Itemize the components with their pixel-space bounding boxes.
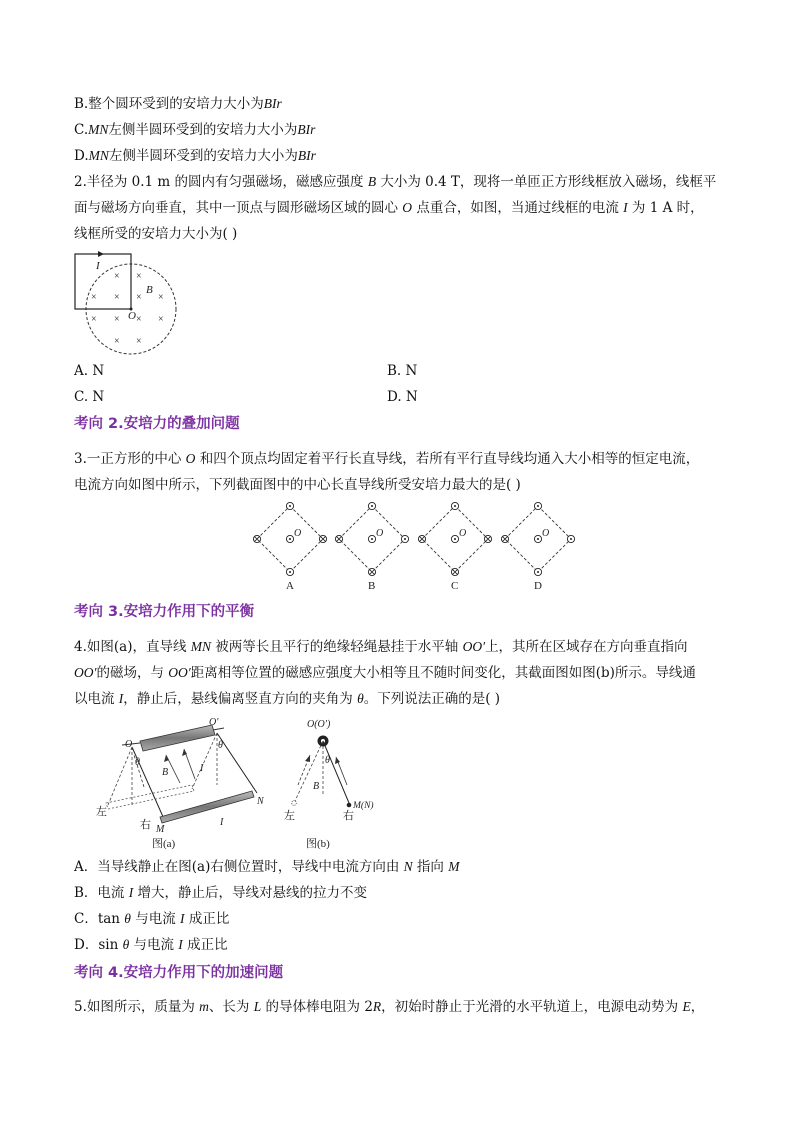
q4-stem-line3: 以电流 I，静止后，悬线偏离竖直方向的夹角为 θ。下列说法正确的是( ) — [74, 691, 501, 707]
svg-text:M(N): M(N) — [353, 801, 374, 811]
q2-option-d[interactable]: D. N — [387, 389, 418, 405]
q4-option-a[interactable]: A．当导线静止在图(a)右侧位置时，导线中电流方向由 N 指向 M — [74, 859, 460, 875]
svg-text:O: O — [294, 528, 302, 539]
label-d: D — [534, 580, 542, 592]
q2-figure — [74, 253, 184, 355]
q4-stem-line1: 4.如图(a)，直导线 MN 被两等长且平行的绝缘轻绳悬挂于水平轴 OO′上，其所在区域存在方向垂直指向 — [74, 639, 688, 655]
svg-text:×: × — [114, 292, 120, 303]
svg-text:×: × — [158, 292, 164, 303]
svg-text:θ: θ — [218, 740, 223, 751]
svg-text:O: O — [542, 528, 550, 539]
svg-text:左: 左 — [284, 810, 295, 822]
svg-text:I: I — [220, 817, 224, 828]
svg-text:θ: θ — [135, 757, 140, 768]
square-loop — [75, 254, 131, 309]
q1-option-c: C.MN左侧半圆环受到的安培力大小为BIr — [74, 122, 316, 138]
label-center: O — [128, 310, 136, 322]
diagram-a — [253, 502, 326, 592]
diagram-c — [418, 502, 491, 592]
svg-text:O′: O′ — [209, 717, 219, 728]
label-field: B — [146, 284, 153, 296]
svg-text:O(O′): O(O′) — [307, 719, 331, 730]
q4-figure-b — [280, 715, 380, 850]
heading-superposition: 考向 2.安培力的叠加问题 — [74, 416, 240, 432]
svg-text:×: × — [158, 314, 164, 325]
svg-text:×: × — [91, 314, 97, 325]
svg-text:×: × — [114, 271, 120, 282]
q2-stem-line1: 2.半径为 0.1 m 的圆内有匀强磁场，磁感应强度 B 大小为 0.4 T，现将一单匝正方形线框放入磁场，线框平 — [74, 174, 717, 190]
svg-text:θ: θ — [325, 755, 330, 766]
svg-text:×: × — [136, 271, 142, 282]
q3-figure — [250, 497, 580, 597]
svg-text:×: × — [136, 292, 142, 303]
q2-stem-line3: 线框所受的安培力大小为( ) — [74, 226, 238, 242]
current-arrow-icon — [98, 251, 104, 257]
q2-stem-line2: 面与磁场方向垂直，其中一顶点与圆形磁场区域的圆心 O 点重合，如图，当通过线框的电流 I 为 1 A 时， — [74, 200, 704, 216]
svg-text:I: I — [200, 763, 204, 774]
svg-text:左: 左 — [96, 806, 107, 818]
svg-text:×: × — [136, 336, 142, 347]
svg-text:×: × — [114, 336, 120, 347]
diagram-d — [501, 502, 574, 592]
label-current: I — [96, 260, 100, 272]
heading-acceleration: 考向 4.安培力作用下的加速问题 — [74, 965, 284, 981]
q3-stem-line2: 电流方向如图中所示，下列截面图中的中心长直导线所受安培力最大的是( ) — [74, 477, 521, 493]
svg-text:O: O — [459, 528, 467, 539]
q2-option-c[interactable]: C. N — [74, 389, 105, 405]
svg-text:B: B — [313, 781, 320, 792]
svg-text:M: M — [156, 824, 165, 835]
svg-text:O: O — [376, 528, 384, 539]
heading-equilibrium: 考向 3.安培力作用下的平衡 — [74, 604, 255, 620]
caption-a: 图(a) — [152, 838, 176, 850]
svg-text:×: × — [136, 314, 142, 325]
svg-text:O: O — [125, 739, 133, 750]
q4-option-c[interactable]: C．tan θ 与电流 I 成正比 — [74, 911, 230, 927]
q4-stem-line2: OO′的磁场，与 OO′距离相等位置的磁感应强度大小相等且不随时间变化，其截面图如图(b)所示。导线通 — [74, 665, 696, 681]
svg-text:×: × — [91, 292, 97, 303]
label-a: A — [286, 580, 294, 592]
q1-option-d: D.MN左侧半圆环受到的安培力大小为BIr — [74, 148, 316, 164]
svg-text:B: B — [162, 767, 169, 778]
q4-option-b[interactable]: B．电流 I 增大，静止后，导线对悬线的拉力不变 — [74, 885, 368, 901]
q4-figure-a — [92, 715, 277, 850]
q5-stem-line1: 5.如图所示，质量为 m、长为 L 的导体棒电阻为 2R，初始时静止于光滑的水平轨道上，电源电动势为 E， — [74, 999, 705, 1015]
label-c: C — [451, 580, 459, 592]
q2-option-b[interactable]: B. N — [387, 363, 418, 379]
diagram-b — [335, 502, 408, 592]
svg-text:右: 右 — [343, 810, 354, 822]
svg-text:右: 右 — [140, 819, 151, 831]
label-b: B — [368, 580, 376, 592]
q2-option-a[interactable]: A. N — [74, 363, 105, 379]
svg-text:×: × — [114, 314, 120, 325]
svg-text:N: N — [257, 796, 264, 807]
q3-stem-line1: 3.一正方形的中心 O 和四个顶点均固定着平行长直导线，若所有平行直导线均通入大小相等的恒定电流， — [74, 451, 700, 467]
caption-b: 图(b) — [306, 838, 330, 850]
q1-option-b: B.整个圆环受到的安培力大小为BIr — [74, 96, 282, 112]
q4-option-d[interactable]: D．sin θ 与电流 I 成正比 — [74, 937, 228, 953]
